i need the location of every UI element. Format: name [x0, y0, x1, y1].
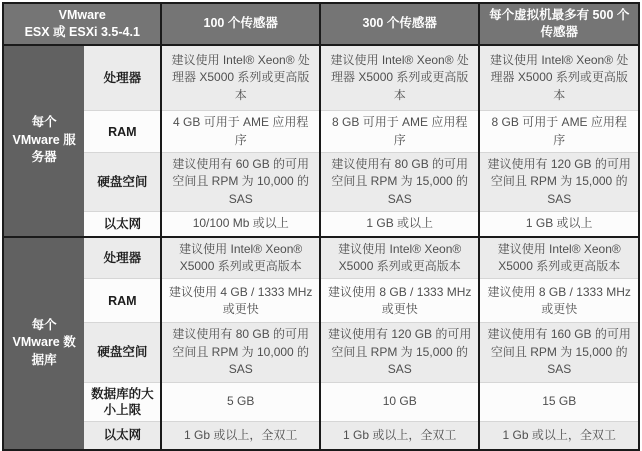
group-label-vmware-database: 每个 VMware 数据库 — [3, 237, 84, 450]
cell-value: 15 GB — [479, 382, 639, 422]
cell-value: 8 GB 可用于 AME 应用程序 — [479, 111, 639, 153]
cell-value: 建议使用 Intel® Xeon® X5000 系列或更高版本 — [320, 237, 480, 279]
row-label-ethernet: 以太网 — [84, 212, 161, 237]
cell-value: 10 GB — [320, 382, 480, 422]
cell-value: 建议使用 8 GB / 1333 MHz 或更快 — [479, 279, 639, 323]
row-label-processor: 处理器 — [84, 237, 161, 279]
cell-value: 1 Gb 或以上，全双工 — [161, 422, 319, 450]
row-label-database-size-limit: 数据库的大小上限 — [84, 382, 161, 422]
cell-value: 10/100 Mb 或以上 — [161, 212, 319, 237]
table-row-server-processor — [3, 45, 639, 111]
cell-value: 建议使用有 120 GB 的可用空间且 RPM 为 15,000 的 SAS — [320, 323, 480, 382]
cell-value: 建议使用 Intel® Xeon® 处理器 X5000 系列或更高版本 — [320, 45, 480, 111]
cell-value: 建议使用有 120 GB 的可用空间且 RPM 为 15,000 的 SAS — [479, 153, 639, 212]
table-row-server-ram — [3, 111, 639, 153]
cell-value: 1 Gb 或以上，全双工 — [479, 422, 639, 450]
cell-value: 建议使用有 80 GB 的可用空间且 RPM 为 10,000 的 SAS — [161, 323, 319, 382]
row-label-disk-space: 硬盘空间 — [84, 323, 161, 382]
row-label-ethernet: 以太网 — [84, 422, 161, 450]
row-label-disk-space: 硬盘空间 — [84, 153, 161, 212]
table-header-row — [3, 3, 639, 45]
header-corner-cell — [3, 3, 161, 45]
cell-value: 4 GB 可用于 AME 应用程序 — [161, 111, 319, 153]
cell-value: 建议使用 4 GB / 1333 MHz 或更快 — [161, 279, 319, 323]
table-row-db-disk — [3, 323, 639, 382]
cell-value: 建议使用 Intel® Xeon® X5000 系列或更高版本 — [161, 237, 319, 279]
vmware-requirements-table — [2, 2, 640, 451]
group-label-vmware-server: 每个 VMware 服务器 — [3, 45, 84, 237]
header-title-line2: ESX 或 ESXi 3.5-4.1 — [24, 24, 140, 39]
table-row-server-ethernet — [3, 212, 639, 237]
table-row-db-processor — [3, 237, 639, 279]
table-row-db-size-limit — [3, 382, 639, 422]
cell-value: 建议使用 Intel® Xeon® 处理器 X5000 系列或更高版本 — [161, 45, 319, 111]
header-col-300-sensors: 300 个传感器 — [320, 3, 480, 45]
header-col-500-sensors: 每个虚拟机最多有 500 个传感器 — [479, 3, 639, 45]
cell-value: 建议使用 Intel® Xeon® X5000 系列或更高版本 — [479, 237, 639, 279]
cell-value: 1 Gb 或以上，全双工 — [320, 422, 480, 450]
table-row-db-ethernet — [3, 422, 639, 450]
cell-value: 建议使用 Intel® Xeon® 处理器 X5000 系列或更高版本 — [479, 45, 639, 111]
row-label-ram: RAM — [84, 279, 161, 323]
cell-value: 建议使用有 80 GB 的可用空间且 RPM 为 15,000 的 SAS — [320, 153, 480, 212]
header-title-line1: VMware — [58, 8, 106, 22]
table-row-db-ram — [3, 279, 639, 323]
cell-value: 5 GB — [161, 382, 319, 422]
cell-value: 1 GB 或以上 — [479, 212, 639, 237]
cell-value: 建议使用有 160 GB 的可用空间且 RPM 为 15,000 的 SAS — [479, 323, 639, 382]
table-row-server-disk — [3, 153, 639, 212]
cell-value: 8 GB 可用于 AME 应用程序 — [320, 111, 480, 153]
row-label-ram: RAM — [84, 111, 161, 153]
cell-value: 建议使用有 60 GB 的可用空间且 RPM 为 10,000 的 SAS — [161, 153, 319, 212]
row-label-processor: 处理器 — [84, 45, 161, 111]
header-col-100-sensors: 100 个传感器 — [161, 3, 319, 45]
cell-value: 1 GB 或以上 — [320, 212, 480, 237]
cell-value: 建议使用 8 GB / 1333 MHz 或更快 — [320, 279, 480, 323]
